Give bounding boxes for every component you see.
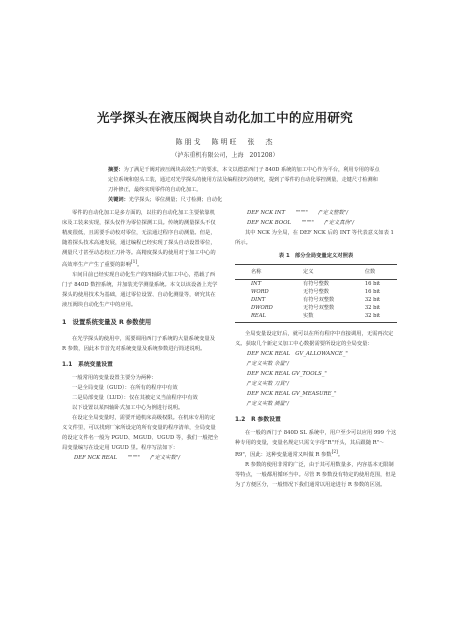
paragraph-r-params: 在一般的西门子 840D SL 系统中，用户至少可以应用 999 个这种专用的变量，变量名规定只需文字母"R"开头，其后跟随 R"～R9"，因此：这种变量通常又叫做 R 参数[2]。 [235, 430, 397, 458]
table-row [235, 312, 397, 323]
code-line: /"定义实数 刀具"/ [247, 381, 289, 387]
code-line: /"定义实数 余量"/ [247, 361, 289, 367]
paragraph-variable-types: 一般常用的变量设置主要分为两种： [72, 374, 157, 381]
variable-table [235, 264, 397, 323]
table-row [235, 296, 397, 304]
code-line: DEF NCK REAL GV_MEASURE_" [247, 391, 337, 397]
paragraph-r-usage: R 参数的使用非常的广泛，由于其可用数量多，内容基本无限制等特点，一般都用循环当中。尽管 R 参数没有特定的使用范围，但是为了方便区分，一般情况下我们通常以用途进行 R 参数的区别。 [235, 461, 396, 488]
keywords-label: 关键词： [108, 197, 129, 203]
citation-2: [2] [331, 450, 338, 455]
abstract-block [108, 165, 380, 205]
table-cell: 有符号双整数 [303, 297, 335, 303]
intro-paragraph: 零件的自动化加工是多方面的，以往的自动化加工主要依靠机床及工装来实现，探头仅作为零位探测工具。传统的测量探头不仅精度很低，且需要手动校对零位，无法通过程序自动测量。但是，随着探头技术高速发展，通过编程已经实现了探头自动设置零位，测量尺寸甚至动态校正刀补等。高精度探头的使用对于加工中心的高效率生产产生了重要的影响[1]。 [62, 210, 216, 268]
subsection-heading-1-2: 1.2 R 参数设置 [235, 417, 281, 423]
table-cell: 32 bit [364, 305, 381, 311]
intro-paragraph-2: 车间目前已经实现自动化生产的四轴卧式加工中心，搭载了西门子 840D 数控系统，并加装光学测量系统。本文以该设备上光学探头的使用技术为基础，通过零位设置、自动化测量等，研究其在液压阀块自动化生产中的应用。 [62, 271, 218, 308]
paragraph-nck: 其中 NCK 为全局，在 DEF NCK 后的 INT 等代表意义如表 1 所示。 [235, 230, 394, 246]
table-cell: 无符号整数 [303, 289, 329, 295]
table-cell: REAL [235, 312, 303, 323]
table-cell: 32 bit [355, 312, 397, 323]
authors: 陈朋戈 陈明旺 张 杰 [175, 138, 275, 146]
paragraph-lud: 二是局部变量（LUD）：仅在其被定义当前程序中有效 [72, 394, 198, 401]
left-column [62, 208, 220, 463]
keywords [108, 195, 380, 205]
subsection-heading-1-1: 1.1 系统变量设置 [62, 361, 113, 368]
table-header: 位数 [355, 265, 397, 280]
table-row [235, 304, 397, 312]
code-line: DEF NCK REAL GV_ALLOWANCE_" [247, 351, 348, 357]
code-line: DEF NCK BOOL """"" /"定义真伪"/ [247, 220, 354, 226]
table-cell: 实数 [303, 312, 355, 323]
table-cell: 16 bit [364, 289, 381, 295]
abstract [108, 165, 380, 195]
code-line: DEF NCK INT """"" /"定义整数"/ [247, 210, 349, 216]
table-caption: 表 1 部分全局变量定义对照表 [278, 253, 354, 259]
paragraph-global-setting: 在设定全局变量时，需要开通机床高级权限。在机床专用的定义文件里，可以找到厂家所设定的所有变量的程序清单，全局变量的设定文件名一般为 PGUD、MGUD、UGUD 等，我们一般把全局变量编写在设定用 UGUD 里。程序写法如下： [62, 414, 219, 451]
abstract-label: 摘要： [108, 167, 124, 173]
table-header: 名称 [235, 265, 303, 280]
keywords-text: 光学探头；零位测量；尺寸检测；自动化 [128, 197, 223, 203]
table-header: 定义 [303, 265, 355, 280]
code-line: DEF NCK REAL """"" /"定义实数"/ [74, 454, 180, 461]
table-cell: DINT [251, 297, 266, 303]
citation-1: [1] [130, 260, 138, 265]
paragraph-example: 以下设置以某四轴卧式加工中心为例进行说明。 [72, 404, 184, 411]
table-row [235, 288, 397, 296]
abstract-text: 为了满足千阀对液压阀块高效生产的要求，本文以德意西门子 840D 系统的加工中心作为平台，利用专用的零点定位系统和射头工装，通过对光学探头的使用方法及编程技巧的研究，提到了零件的自动化零控测量，走键尺寸检测和刀补修正，最终实现零件的自动化加工。 [108, 167, 380, 193]
table-cell: WORD [251, 289, 269, 295]
table-cell: 有符号整数 [303, 281, 329, 287]
table-header-row [235, 265, 397, 280]
code-line: /"定义实数 测量"/ [247, 401, 289, 407]
section-heading-1: 1 设置系统变量及 R 参数使用 [62, 318, 152, 326]
page-title: 光学探头在液压阀块自动化加工中的应用研究 [96, 110, 353, 125]
paragraph-global-usage: 全局变量设定好后，就可以在所有程序中直接调用，无需再次定义。获取几个新定义加工中心数据需要所设定的全局变量： [235, 331, 394, 347]
affiliation: （泸东重机有限公司，上海 201208） [171, 152, 279, 159]
table-cell: INT [251, 281, 262, 287]
table-cell: 16 bit [364, 281, 381, 287]
code-line: DEF NCK REAL GV_TOOLS_" [247, 371, 327, 377]
table-cell: 无符号双整数 [303, 305, 335, 311]
section-1-paragraph: 在光学探头的使用中，需要调用西门子系统的大量系统变量及 R 参数，因此本节首先对系统变量及系统参数进行简述说明。 [62, 335, 216, 352]
table-cell: 32 bit [364, 297, 381, 303]
right-column [235, 208, 397, 490]
table-cell: DWORD [251, 305, 273, 311]
table-row [235, 280, 397, 289]
paragraph-gud: 一是全局变量（GUD）：在所有的程序中有效 [72, 384, 178, 391]
